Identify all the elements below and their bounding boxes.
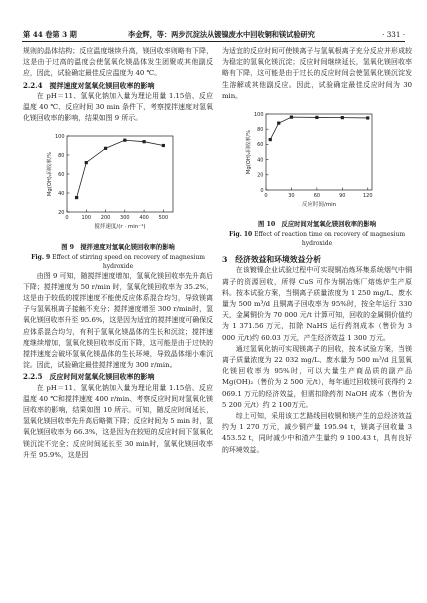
left-column xyxy=(23,46,213,461)
x-tick-label: 500 xyxy=(158,215,169,222)
y-tick-label: 60 xyxy=(58,172,65,179)
plot-frame xyxy=(266,114,372,190)
data-point xyxy=(341,116,344,119)
figure-caption-text: Effect of stirring speed on recovery of magnesium hydroxide xyxy=(52,253,205,270)
x-tick-label: 100 xyxy=(81,215,92,222)
section-heading: 3 经济效益和环境效益分析 xyxy=(222,255,321,265)
paragraph: 在该镀镍企业试验过程中可实现铜冶炼环集系统烟气中铜离子的资源回收，所得 CuS 可作为铜冶炼厂熔炼炉生产原料。按本试验方案，当铜离子质量浓度为 1 250 mg/L、废水量为 500 m³/d 且铜离子回收率为 95%时，按全年运行 330 天，金属铜价为 70 000 元/t 计算可知，回收的金属铜价值约为 1 371.56 万元，扣除 NaHS 运行药剂成本（售价为 3 000 元/t)约 60.03 万元，产生经济效益 1 300 万元。 xyxy=(222,266,412,342)
y-tick-label: 0 xyxy=(260,187,264,194)
x-tick-label: 400 xyxy=(139,215,149,222)
y-tick-label: 40 xyxy=(58,191,65,198)
series-line xyxy=(77,141,164,198)
y-axis-label: Mg(OH)₂回收率/% xyxy=(47,152,53,197)
x-tick-label: 90 xyxy=(339,193,346,200)
y-tick-label: 20 xyxy=(58,210,65,217)
x-axis-label: 反应时间/min xyxy=(301,202,337,209)
series-line xyxy=(270,117,368,139)
page-number: · 331 · xyxy=(382,30,405,39)
figure-caption-zh: 图 9 搅拌速度对氢氧化镁回收率的影响 xyxy=(61,243,175,251)
header-rule xyxy=(22,41,405,42)
paragraph: 在 pH＝11、氢氧化钠加入量为理论用量 1.15倍、反应温度 40 ℃和搅拌速度 400 r/min、考察反应时间对氢氧化镁回收率的影响，结果如图 10 所示。可知，随反应时间延长，氢氧化镁回收率先升高后略微下降；反应时间为 5 min 时，氢氧化镁回收率为 66.3%，这是因为在较短的反应时间下氢氧化镁沉淀不完全；反应时间延长至 30 min时，氢氧化镁回收率升至 95.9%，这是因 xyxy=(23,383,213,459)
paragraph: 综上可知，采用该工艺路线回收铜和镁产生的总经济效益约为 1 270 万元，减少铜产量 195.94 t，镁离子回收量 3 453.52 t，同时减少中和渣产生量约 9 100.43 t，具有良好的环境效益。 xyxy=(222,412,412,454)
paragraph: 在 pH＝11、氢氧化钠加入量为理论用量 1.15倍、反应温度 40 ℃、反应时间 30 min 条件下，考察搅拌速度对氢氧化镁回收率的影响，结果如图 9 所示。 xyxy=(23,91,213,123)
figure-label: Fig. 10 xyxy=(228,231,253,239)
x-axis-label: 搅拌速度/(r · min⁻¹) xyxy=(94,224,146,231)
x-tick-label: 300 xyxy=(120,215,130,222)
data-point xyxy=(277,122,280,125)
data-point xyxy=(123,139,126,142)
data-point xyxy=(85,161,88,164)
y-tick-label: 100 xyxy=(54,134,65,141)
data-point xyxy=(290,116,293,119)
data-point xyxy=(315,116,318,119)
right-column xyxy=(222,46,412,456)
x-tick-label: 30 xyxy=(288,193,295,200)
data-point xyxy=(104,147,107,150)
paragraph: 规则的晶体结构；反应温度继续升高，镁回收率则略有下降，这是由于过高的温度会使氢氧化镁晶体发生团聚或其他副反应，因此，试验确定最佳反应温度为 40 ℃。 xyxy=(23,47,213,78)
x-tick-label: 200 xyxy=(100,215,111,222)
data-point xyxy=(75,196,78,199)
chart-reaction-time xyxy=(222,106,412,216)
chart-stirring-speed xyxy=(23,128,213,238)
y-tick-label: 60 xyxy=(257,142,264,149)
x-tick-label: 60 xyxy=(313,193,321,200)
x-tick-label: 120 xyxy=(362,193,373,200)
figure-9 xyxy=(23,128,213,270)
paragraph: 为适宜的反应时间可使镁离子与氢氧根离子充分反应并形成较为稳定的氢氧化镁沉淀；反应时间继续延长，氢氧化镁回收率略有下降，这可能是由于过长的反应时间会使氢氧化镁沉淀发生溶解或其他副反应。因此，试验确定最佳反应时间为 30 min。 xyxy=(222,47,412,100)
data-point xyxy=(162,144,165,147)
y-tick-label: 20 xyxy=(257,172,264,179)
figure-label: Fig. 9 xyxy=(31,253,51,261)
figure-10 xyxy=(222,106,412,248)
journal-issue: 第 44 卷第 3 期 xyxy=(23,30,77,39)
paragraph: 由图 9 可知，随搅拌速度增加，氢氧化镁回收率先升高后下降；搅拌速度为 50 r/min 时，氢氧化镁回收率为 35.2%，这是由于较低的搅拌速度不能使反应体系混合均匀，导致镁离子与氢氧根离子接触不充分；搅拌速度增至 300 r/min时，氢氧化镁回收率升至 95.6%，这是因为适宜的搅拌速度可确保反应体系混合均匀，有利于氢氧化镁晶体的生长和沉淀；搅拌速度继续增加，氢氧化镁回收率反而下降，这可能是由于过快的搅拌速度会破坏氢氧化镁晶体的生长环境，导致晶体细小难沉淀。因此，试验确定最佳搅拌速度为 300 r/min。 xyxy=(23,271,213,370)
data-point xyxy=(366,116,369,119)
y-axis-label: Mg(OH)₂回收率/% xyxy=(246,129,252,175)
y-tick-label: 100 xyxy=(253,111,264,118)
y-tick-label: 80 xyxy=(58,153,65,160)
paragraph: 通过氢氧化钠可实现镁离子的回收，按本试验方案，当镁离子质量浓度为 22 032 mg/L、废水量为 500 m³/d 且氢氧化镁回收率为 95%时，可以大量生产商品质的副产品 Mg(OH)₂（售价为 2 500 元/t），每年通过回收镁可获得约 2 069.1 万元的经济效益，但需扣除药剂 NaOH 成本（售价为 5 200 元/t）约 2 100万元。 xyxy=(222,344,412,409)
section-heading: 2.2.4 搅拌速度对氢氧化镁回收率的影响 xyxy=(23,80,155,90)
data-point xyxy=(142,141,145,144)
figure-caption-zh: 图 10 反应时间对氢氧化镁回收率的影响 xyxy=(257,221,376,229)
section-heading: 2.2.5 反应时间对氢氧化镁回收率的影响 xyxy=(23,372,155,382)
x-tick-label: 0 xyxy=(65,215,69,222)
data-point xyxy=(269,138,272,141)
figure-caption-en xyxy=(222,230,412,248)
running-title: 李金辉，等：两步沉淀法从镀镍废水中回收铜和镁试验研究 xyxy=(128,30,315,39)
figure-caption-en xyxy=(23,253,213,271)
y-tick-label: 40 xyxy=(257,157,264,164)
figure-caption-text: Effect of reaction time on recovery of magnesium hydroxide xyxy=(254,231,406,248)
x-tick-label: 0 xyxy=(264,193,268,200)
y-tick-label: 80 xyxy=(257,127,264,134)
